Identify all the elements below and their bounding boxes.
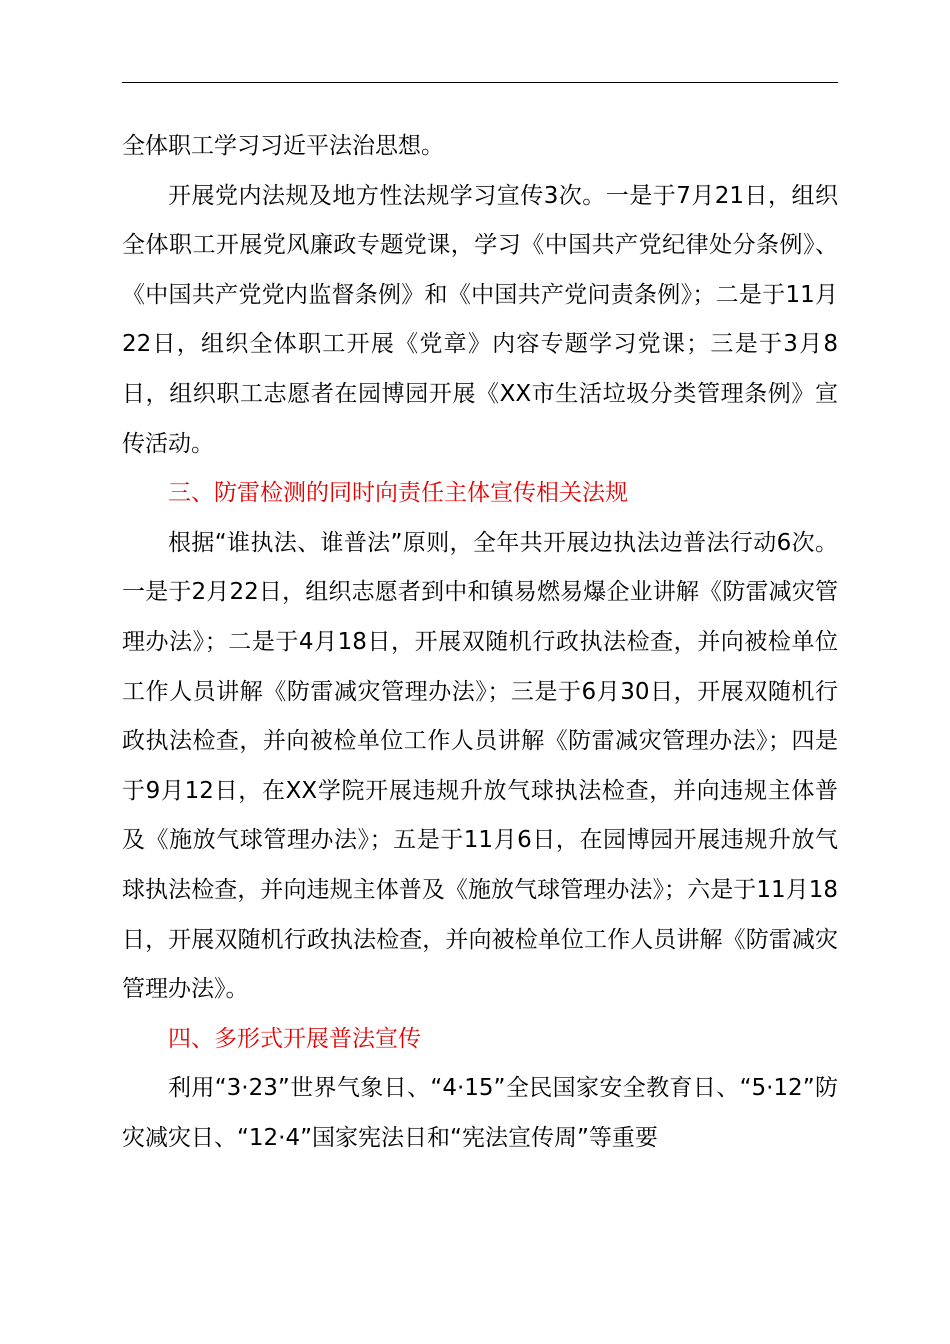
section-heading-publicity: 四、多形式开展普法宣传	[168, 1025, 421, 1052]
paragraph-continuation: 全体职工学习习近平法治思想。	[122, 133, 444, 159]
paragraph-publicity-days: 利用“3·23”世界气象日、“4·15”全民国家安全教育日、“5·12”防灾减灾日、“12·4”国家宪法日和“宪法宣传周”等重要	[122, 1075, 838, 1151]
header-rule	[122, 82, 838, 83]
paragraph-enforcement-actions: 根据“谁执法、谁普法”原则，全年共开展边执法边普法行动6次。一是于2月22日，组织志愿者到中和镇易燃易爆企业讲解《防雷减灾管理办法》；二是于4月18日，开展双随机行政执法检查，并向被检单位工作人员讲解《防雷减灾管理办法》；三是于6月30日，开展双随机行政执法检查，并向被检单位工作人员讲解《防雷减灾管理办法》；四是于9月12日，在XX学院开展违规升放气球执法检查，并向违规主体普及《施放气球管理办法》；五是于11月6日，在园博园开展违规升放气球执法检查，并向违规主体普及《施放气球管理办法》；六是于11月18日，开展双随机行政执法检查，并向被检单位工作人员讲解《防雷减灾管理办法》。	[122, 529, 838, 1003]
paragraph-party-regulations: 开展党内法规及地方性法规学习宣传3次。一是于7月21日，组织全体职工开展党风廉政专题党课，学习《中国共产党纪律处分条例》、《中国共产党党内监督条例》和《中国共产党问责条例》；二是于11月22日，组织全体职工开展《党章》内容专题学习党课；三是于3月8日，组织职工志愿者在园博园开展《XX市生活垃圾分类管理条例》宣传活动。	[122, 182, 838, 457]
document-body	[122, 122, 838, 1163]
section-heading-lightning-inspection: 三、防雷检测的同时向责任主体宣传相关法规	[168, 480, 628, 507]
